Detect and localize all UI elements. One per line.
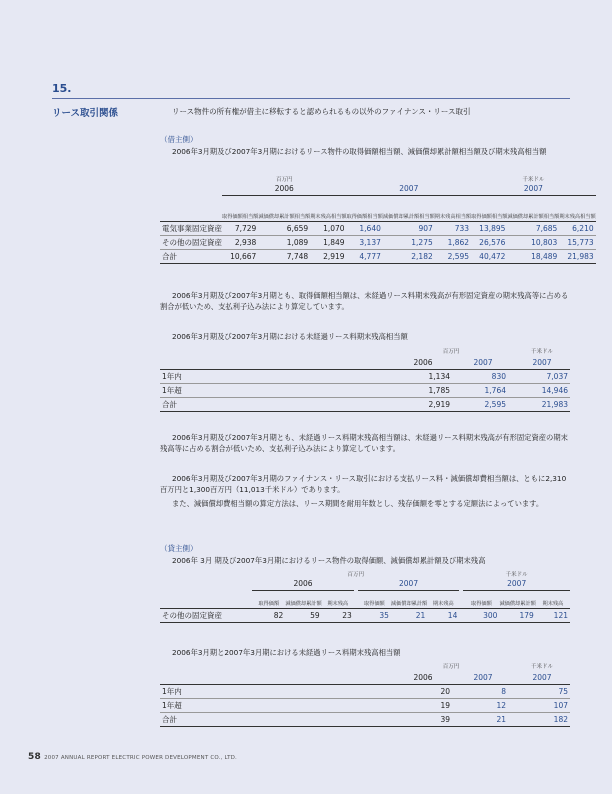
column-header: 期末残高相当額: [310, 213, 347, 220]
unit-label: 百万円: [442, 664, 460, 670]
cell: 1,089: [258, 235, 310, 249]
cell: 2,919: [394, 397, 452, 411]
cell: 830: [458, 369, 508, 383]
column-header: 減価償却累計額: [390, 600, 428, 607]
lessee-note-1: 2006年3月期及び2007年3月期とも、取得価額相当額は、未経過リース料期末残高が有形固定資産の期末残高等に占める割合が低いため、支払利子込み法により算定しています。: [160, 291, 569, 311]
cell: 4,777: [347, 249, 383, 263]
row-label: 1年超: [160, 383, 394, 397]
year-header: 2007: [463, 578, 570, 590]
cell: 1,070: [310, 221, 346, 235]
table-row: [160, 698, 570, 712]
cell: 14,946: [514, 383, 570, 397]
cell: 23: [322, 608, 354, 622]
lessee-note-2: 2006年3月期及び2007年3月期とも、未経過リース料期末残高相当額は、未経過リース料期末残高が有形固定資産の期末残高等に占める割合が低いため、支払利子込み法により算定しています。: [160, 433, 568, 453]
cell: 8: [458, 684, 508, 698]
year-header: 2007: [458, 671, 508, 684]
column-header: 取得価額: [363, 600, 385, 607]
cell: 2,595: [435, 249, 471, 263]
table-row: [160, 221, 596, 235]
cell: 1,849: [310, 235, 346, 249]
cell: 10,667: [222, 249, 258, 263]
row-label: 1年内: [160, 684, 394, 698]
cell: 1,640: [347, 221, 383, 235]
lessee-note-3: 2006年3月期及び2007年3月期のファイナンス・リース取引における支払リース料・減価償却費相当額は、ともに2,310百万円と1,300百万円（11,013千米ドル）であります。: [160, 474, 567, 494]
cell: 82: [252, 608, 285, 622]
table-row-total: [160, 712, 570, 726]
cell: 1,275: [383, 235, 435, 249]
cell: 7,748: [258, 249, 310, 263]
section-title: リース取引関係: [52, 108, 119, 119]
row-label: その他の固定資産: [160, 235, 222, 249]
cell: 3,137: [347, 235, 383, 249]
year-header: 2006: [394, 671, 452, 684]
cell: 182: [514, 712, 570, 726]
section-intro: リース物件の所有権が借主に移転すると認められるもの以外のファイナンス・リース取引: [172, 107, 471, 116]
lessee-table1-title: 2006年3月期及び2007年3月期におけるリース物件の取得価額相当額、減価償却累計額相当額及び期末残高相当額: [172, 147, 547, 156]
footer-text: 2007 ANNUAL REPORT ELECTRIC POWER DEVELOPMENT CO., LTD.: [44, 755, 238, 761]
table-row-total: [160, 397, 570, 411]
row-label: 合計: [160, 712, 394, 726]
cell: 2,919: [310, 249, 346, 263]
section-number: 15.: [52, 82, 72, 95]
year-header: 2006: [222, 183, 347, 195]
year-header: 2007: [458, 356, 508, 369]
unit-label: 百万円: [347, 571, 365, 578]
row-label: その他の固定資産: [160, 608, 252, 622]
lessor-table2-title: 2006年3月期と2007年3月期における未経過リース料期末残高相当額: [172, 648, 401, 657]
year-header: 2007: [347, 183, 472, 195]
cell: 7,037: [514, 369, 570, 383]
lessor-table1-title: 2006年 3月 期及び2007年3月期におけるリース物件の取得価額、減価償却累計額及び期末残高: [172, 556, 486, 565]
cell: 179: [499, 608, 535, 622]
cell: 7,685: [507, 221, 559, 235]
lessor-acquisition-table: [160, 569, 570, 623]
column-header: 取得価額相当額: [222, 213, 259, 220]
cell: 14: [427, 608, 459, 622]
cell: 40,472: [471, 249, 507, 263]
cell: 1,862: [435, 235, 471, 249]
column-header: 減価償却累計額相当額: [507, 213, 560, 220]
year-header: 2007: [358, 578, 460, 590]
column-header: 減価償却累計額: [285, 600, 322, 607]
table-row: [160, 235, 596, 249]
cell: 1,785: [394, 383, 452, 397]
lessor-heading: （貸主側）: [160, 544, 198, 553]
cell: 18,489: [507, 249, 559, 263]
row-label: 合計: [160, 249, 222, 263]
year-header: 2007: [514, 671, 570, 684]
cell: 21,983: [514, 397, 570, 411]
lessee-note-4: また、減価償却費相当額の算定方法は、リース期間を耐用年数とし、残存価額を零とする定額法によっています。: [172, 499, 544, 508]
cell: 6,210: [559, 221, 595, 235]
year-header: 2006: [252, 578, 354, 590]
lessee-heading: （借主側）: [160, 135, 198, 144]
column-header: 取得価額: [258, 600, 280, 607]
column-header: 減価償却累計額: [499, 600, 536, 607]
column-header: 取得価額相当額: [346, 213, 383, 220]
cell: 1,134: [394, 369, 452, 383]
column-header: 取得価額: [471, 600, 492, 607]
cell: 733: [435, 221, 471, 235]
row-label: 合計: [160, 397, 394, 411]
lessee-table2-title: 2006年3月期及び2007年3月期における未経過リース料期末残高相当額: [172, 332, 408, 341]
unit-label: 千米ドル: [530, 664, 553, 670]
column-header: 減価償却累計額相当額: [258, 213, 311, 220]
cell: 300: [463, 608, 499, 622]
section-rule: [52, 98, 570, 99]
unit-label: 千米ドル: [522, 176, 545, 183]
cell: 1,764: [458, 383, 508, 397]
cell: 35: [358, 608, 391, 622]
column-header: 期末残高相当額: [434, 213, 472, 220]
page-footer: [28, 752, 237, 762]
row-label: 1年内: [160, 369, 394, 383]
page-number: 58: [28, 752, 41, 762]
cell: 107: [514, 698, 570, 712]
unit-label: 百万円: [442, 349, 460, 355]
cell: 12: [458, 698, 508, 712]
row-label: 電気事業固定資産: [160, 221, 222, 235]
lessor-remaining-table: [160, 661, 570, 727]
cell: 39: [394, 712, 452, 726]
cell: 21: [458, 712, 508, 726]
cell: 21,983: [559, 249, 595, 263]
lessee-acquisition-table: [160, 174, 596, 264]
cell: 26,576: [471, 235, 507, 249]
cell: 2,182: [383, 249, 435, 263]
cell: 21: [391, 608, 427, 622]
column-header: 期末残高: [432, 600, 454, 607]
unit-label: 千米ドル: [530, 349, 553, 355]
unit-label: 千米ドル: [505, 571, 528, 578]
cell: 10,803: [507, 235, 559, 249]
cell: 6,659: [258, 221, 310, 235]
table-row: [160, 383, 570, 397]
cell: 2,938: [222, 235, 258, 249]
year-header: 2006: [394, 356, 452, 369]
table-row-total: [160, 249, 596, 263]
cell: 7,729: [222, 221, 258, 235]
unit-label: 百万円: [276, 176, 293, 183]
table-row: [160, 369, 570, 383]
column-header: 期末残高相当額: [559, 213, 596, 220]
cell: 75: [514, 684, 570, 698]
cell: 59: [285, 608, 321, 622]
table-row: [160, 684, 570, 698]
table-row: [160, 608, 570, 622]
lessee-remaining-table: [160, 346, 570, 412]
cell: 20: [394, 684, 452, 698]
cell: 2,595: [458, 397, 508, 411]
column-header: 減価償却累計額相当額: [382, 213, 435, 220]
cell: 15,773: [559, 235, 595, 249]
cell: 121: [536, 608, 570, 622]
cell: 13,895: [471, 221, 507, 235]
row-label: 1年超: [160, 698, 394, 712]
column-header: 期末残高: [542, 600, 564, 607]
year-header: 2007: [471, 183, 596, 195]
cell: 907: [383, 221, 435, 235]
column-header: 取得価額相当額: [471, 213, 508, 220]
column-header: 期末残高: [327, 600, 349, 607]
cell: 19: [394, 698, 452, 712]
year-header: 2007: [514, 356, 570, 369]
